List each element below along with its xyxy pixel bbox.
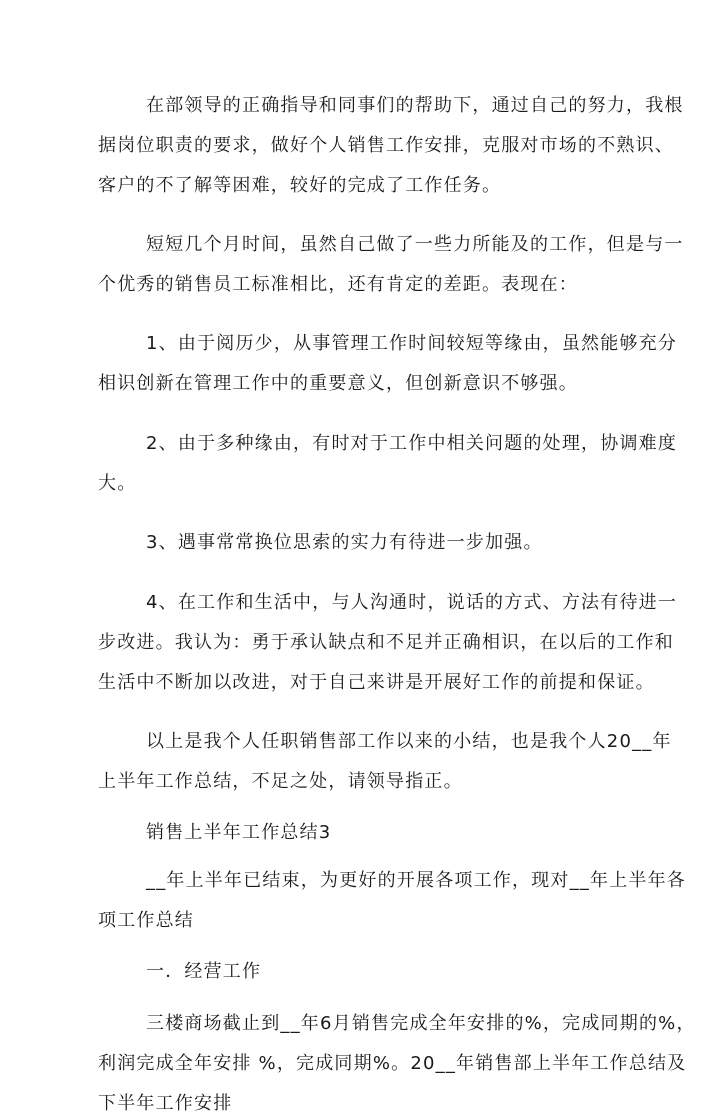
- text-line: 步改进。我认为：勇于承认缺点和不足并正确相识，在以后的工作和: [98, 632, 674, 653]
- text-line: 三楼商场截止到__年6月销售完成全年安排的%，完成同期的%，: [146, 1013, 696, 1034]
- text-line: 生活中不断加以改进，对于自己来讲是开展好工作的前提和保证。: [98, 672, 655, 693]
- text-line: 个优秀的销售员工标准相比，还有肯定的差距。表现在：: [98, 274, 578, 295]
- text-line: 2、由于多种缘由，有时对于工作中相关问题的处理，协调难度: [146, 433, 678, 454]
- text-line: 短短几个月时间，虽然自己做了一些力所能及的工作，但是与一: [146, 234, 684, 255]
- text-line: 大。: [98, 473, 137, 494]
- text-line: 利润完成全年安排 %，完成同期%。20__年销售部上半年工作总结及: [98, 1053, 687, 1074]
- text-line: __年上半年已结束，为更好的开展各项工作，现对__年上半年各: [146, 870, 686, 891]
- text-line: 上半年工作总结，不足之处，请领导指正。: [98, 771, 463, 792]
- text-line: 下半年工作安排: [98, 1093, 233, 1114]
- text-line: 在部领导的正确指导和同事们的帮助下，通过自己的努力，我根: [146, 95, 684, 116]
- text-line: 1、由于阅历少，从事管理工作时间较短等缘由，虽然能够充分: [146, 333, 678, 354]
- text-line: 相识创新在管理工作中的重要意义，但创新意识不够强。: [98, 373, 578, 394]
- text-line: 以上是我个人任职销售部工作以来的小结，也是我个人20__年: [146, 731, 672, 752]
- section-heading: 一．经营工作: [146, 961, 262, 982]
- section-heading: 销售上半年工作总结3: [146, 822, 332, 843]
- text-line: 4、在工作和生活中，与人沟通时，说话的方式、方法有待进一: [146, 592, 678, 613]
- text-line: 客户的不了解等困难，较好的完成了工作任务。: [98, 175, 502, 196]
- text-line: 3、遇事常常换位思索的实力有待进一步加强。: [146, 532, 543, 553]
- text-line: 据岗位职责的要求，做好个人销售工作安排，克服对市场的不熟识、: [98, 135, 674, 156]
- text-line: 项工作总结: [98, 910, 194, 931]
